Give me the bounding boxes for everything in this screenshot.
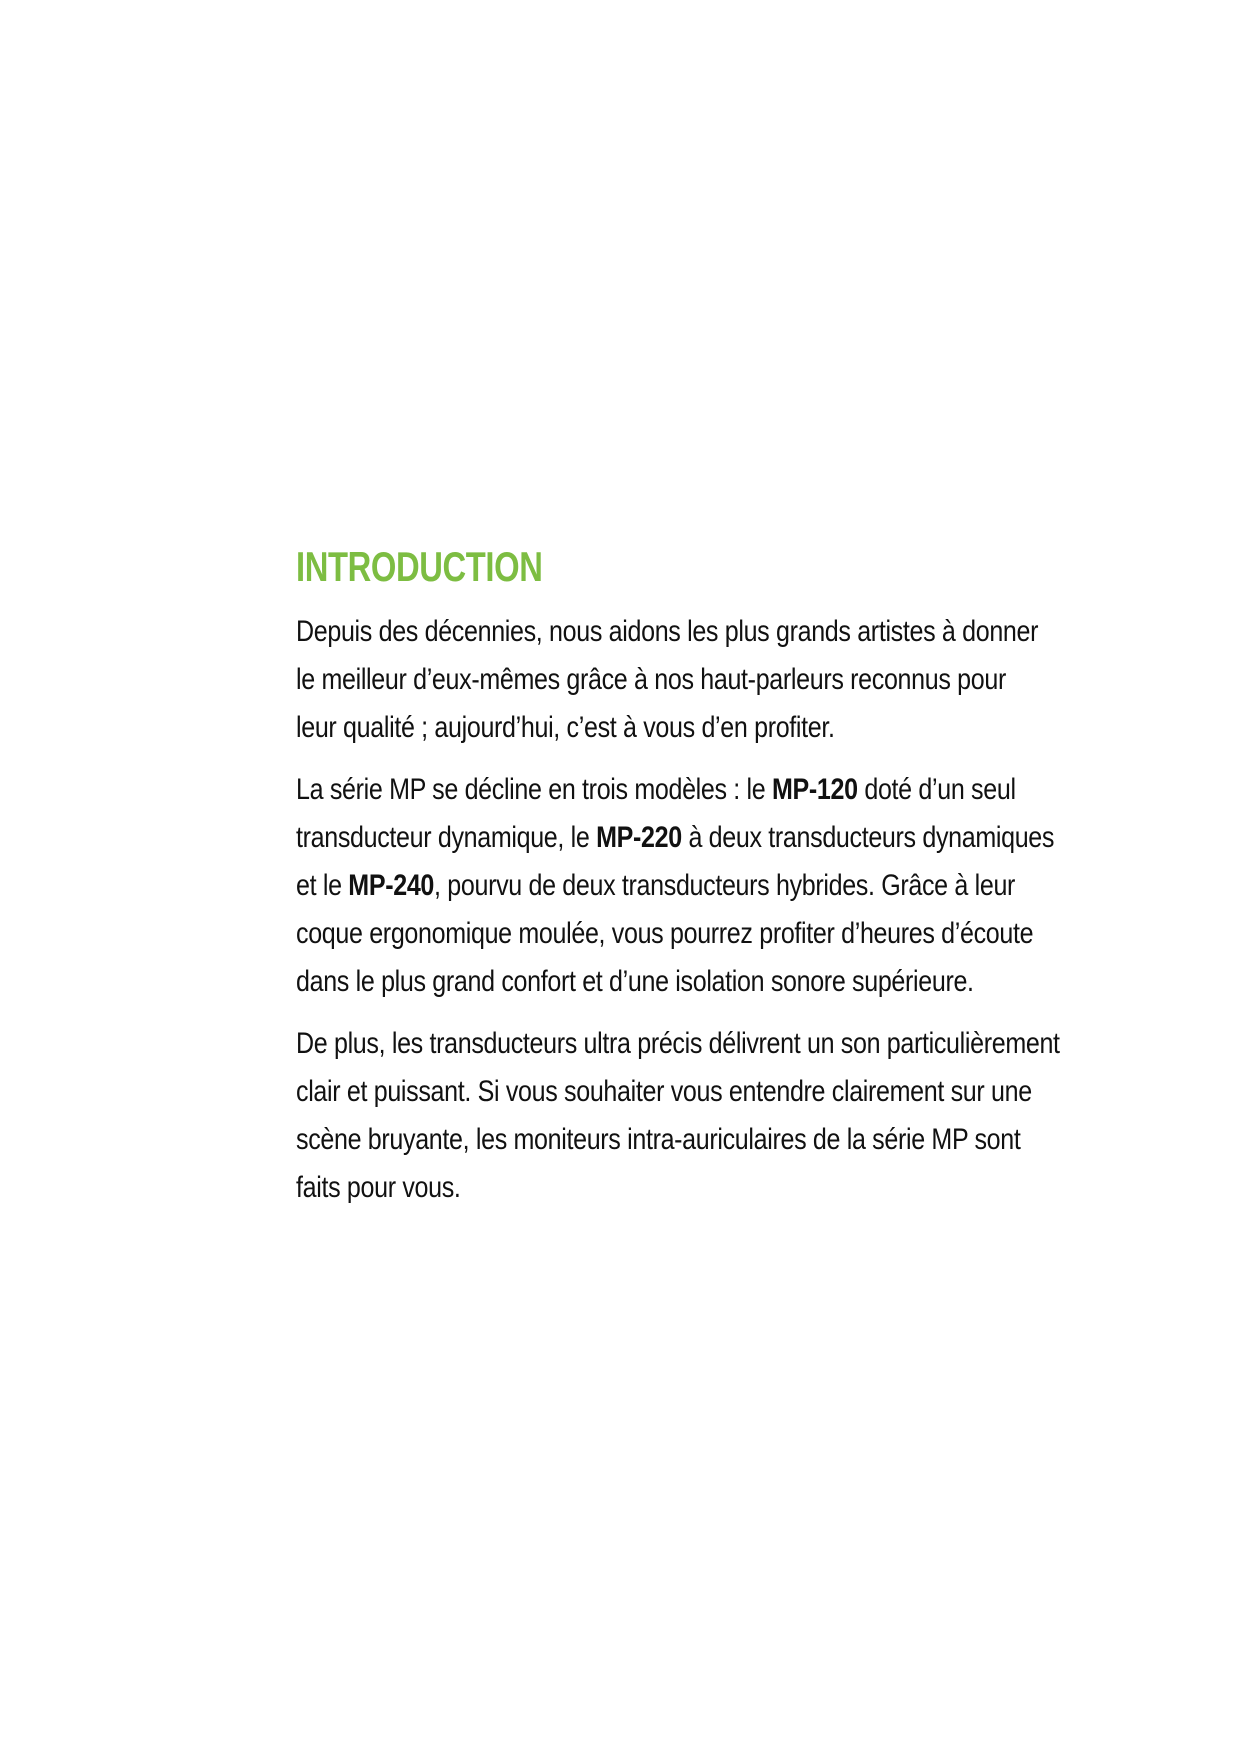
paragraph-line: coque ergonomique moulée, vous pourrez profiter d’heures d’écoute xyxy=(296,917,1034,950)
text-run: et le xyxy=(296,869,349,902)
paragraph-line xyxy=(296,814,1241,862)
model-name-mp-220: MP-220 xyxy=(596,821,682,854)
introduction-section xyxy=(296,534,1156,1226)
intro-paragraph-2 xyxy=(296,766,1156,1006)
model-name-mp-120: MP-120 xyxy=(772,773,858,806)
intro-paragraph-3 xyxy=(296,1020,1156,1212)
paragraph-line: De plus, les transducteurs ultra précis délivrent un son particulièrement xyxy=(296,1027,1060,1060)
text-run: , pourvu de deux transducteurs hybrides. Grâce à leur xyxy=(434,869,1016,902)
text-run: transducteur dynamique, le xyxy=(296,821,597,854)
text-run: à deux transducteurs dynamiques xyxy=(681,821,1055,854)
section-heading: INTRODUCTION xyxy=(296,543,543,590)
model-name-mp-240: MP-240 xyxy=(348,869,435,902)
paragraph-line xyxy=(296,862,1241,910)
paragraph-line: scène bruyante, les moniteurs intra-auriculaires de la série MP sont xyxy=(296,1123,1021,1156)
paragraph-line: dans le plus grand confort et d’une isolation sonore supérieure. xyxy=(296,965,974,998)
intro-paragraph-1 xyxy=(296,608,1156,752)
paragraph-line: faits pour vous. xyxy=(296,1171,461,1204)
paragraph-line: le meilleur d’eux-mêmes grâce à nos haut-parleurs reconnus pour xyxy=(296,663,1006,696)
paragraph-line: clair et puissant. Si vous souhaiter vous entendre clairement sur une xyxy=(296,1075,1032,1108)
text-run: La série MP se décline en trois modèles : le xyxy=(296,773,773,806)
paragraph-line: Depuis des décennies, nous aidons les plus grands artistes à donner xyxy=(296,615,1039,648)
paragraph-line xyxy=(296,766,1241,814)
text-run: doté d’un seul xyxy=(857,773,1016,806)
paragraph-line: leur qualité ; aujourd’hui, c’est à vous d’en profiter. xyxy=(296,711,835,744)
